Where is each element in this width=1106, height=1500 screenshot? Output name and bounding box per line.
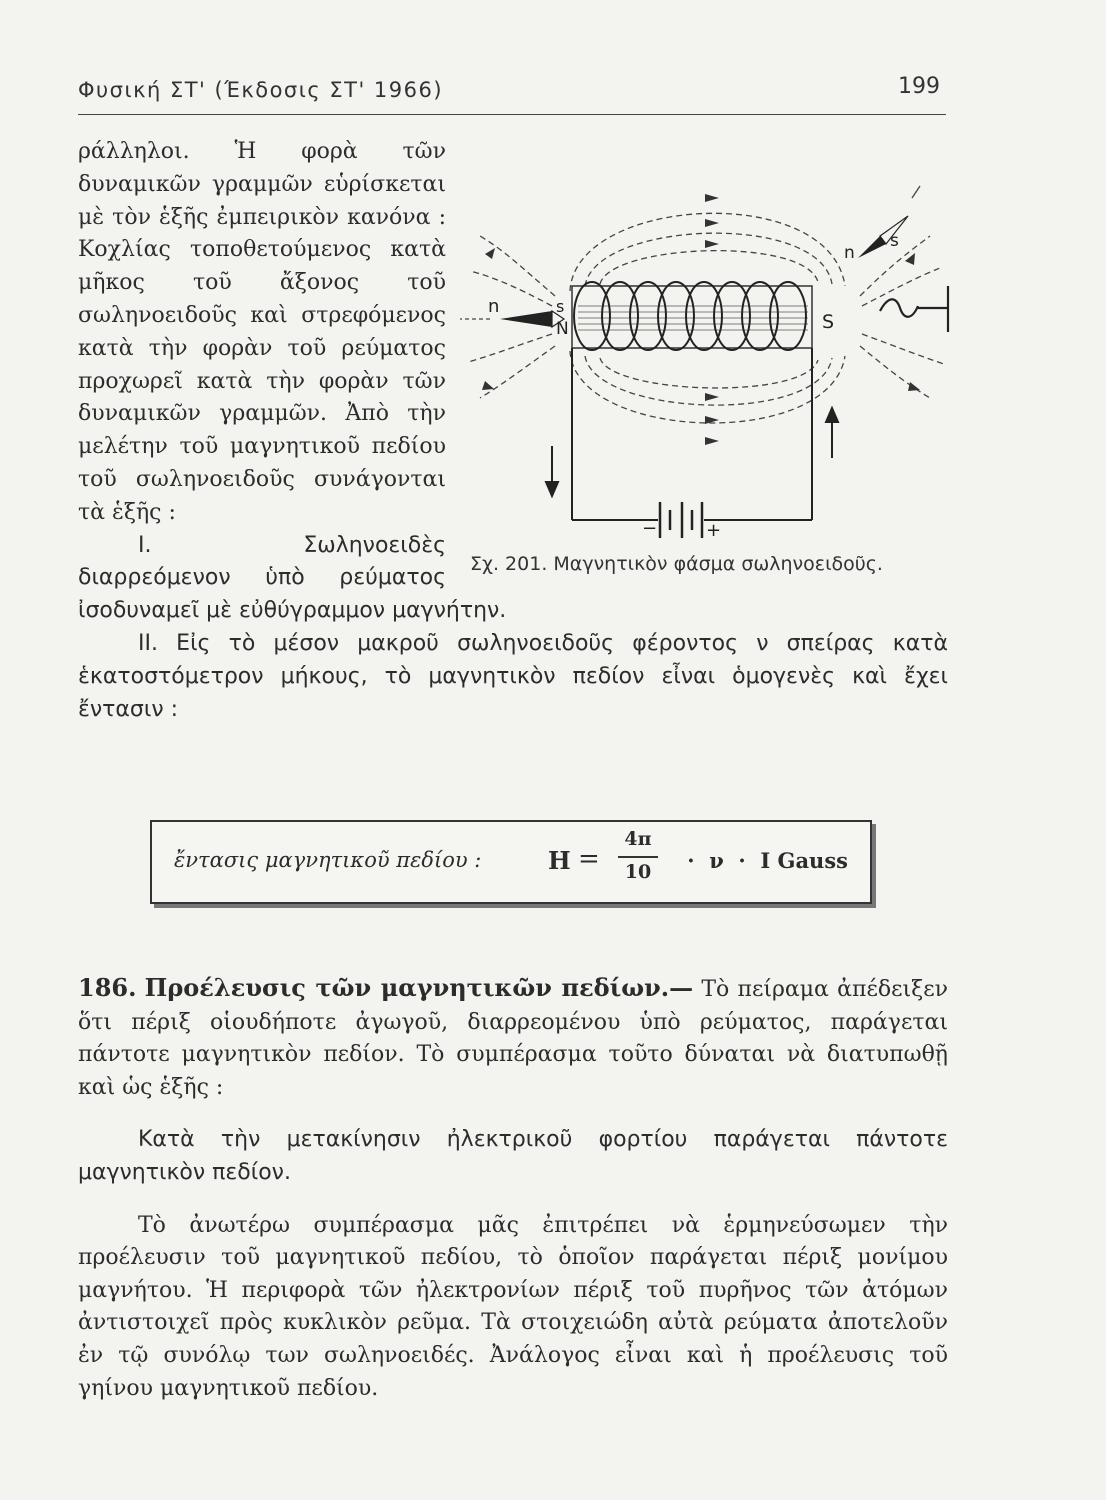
circuit-wires (572, 348, 812, 520)
section-186-paragraph-2: Τὸ ἀνωτέρω συμπέρασμα μᾶς ἐπιτρέπει νὰ ἑρμηνεύσωμεν τὴν προέλευσιν τοῦ μαγνητικοῦ πεδίου, τὸ ὁποῖον παράγεται πέριξ μονίμου μαγνήτου. Ἡ περιφορὰ τῶν ἠλεκτρονίων πέριξ τοῦ πυρῆνος τῶν ἀτόμων ἀντιστοιχεῖ πρὸς κυκλικὸν ρεῦμα. Τὰ στοιχειώδη αὐτὰ ρεύματα ἀποτελοῦν ἐν τῷ συνόλῳ των σωληνοειδές. Ἀνάλογος εἶναι καὶ ἡ προέλευσις τοῦ γηίνου μαγνητικοῦ πεδίου. (78, 1212, 948, 1401)
left-compass-n-label: n (488, 296, 500, 317)
south-pole-label: S (822, 311, 835, 333)
intro-paragraph: ράλληλοι. Ἡ φορὰ τῶν δυναμικῶν γραμμῶν εὑρίσκεται μὲ τὸν ἑξῆς ἐμπειρικὸν κανόνα : Κοχλίας τοποθετούμενος κατὰ μῆκος τοῦ ἄξονος τοῦ σωληνοειδοῦς καὶ στρεφόμενος κατὰ τὴν φορὰν τοῦ ρεύματος προχωρεῖ κατὰ τὴν φορὰν τῶν δυναμικῶν γραμμῶν. Ἀπὸ τὴν μελέτην τοῦ μαγνητικοῦ πεδίου τοῦ σωληνοειδοῦς συνάγονται τὰ ἑξῆς : (78, 139, 446, 525)
switch-symbol (880, 286, 948, 332)
figure-caption: Σχ. 201. Μαγνητικὸν φάσμα σωληνοειδοῦς. (470, 553, 883, 575)
running-title: Φυσική ΣΤ' (Έκδοσις ΣΤ' 1966) (78, 78, 444, 102)
page-number: 199 (898, 74, 940, 99)
rule-one: I. Σωληνοειδὲς διαρρεόμενον ὑπὸ ρεύματος ἰσοδυναμεῖ μὲ εὐθύγραμμον μαγνήτην. (78, 532, 507, 624)
formula-lhs: H (548, 846, 571, 875)
spacer (78, 1104, 948, 1124)
battery-symbol (660, 502, 702, 538)
figure-201 (460, 136, 952, 578)
section-186-paragraph-1 (78, 972, 948, 1104)
rule-two: II. Εἰς τὸ μέσον μακροῦ σωληνοειδοῦς φέροντος ν σπείρας κατὰ ἑκατοστόμετρον μήκους, τὸ μαγνητικὸν πεδίον εἶναι ὁμογενὲς καὶ ἔχει ἔντασιν : (78, 630, 948, 722)
solenoid-field-diagram (460, 136, 952, 546)
formula-label: ἔντασις μαγνητικοῦ πεδίου : (174, 848, 482, 872)
spacer (78, 1190, 948, 1210)
battery-plus-label: + (706, 520, 722, 541)
north-pole-label: N (556, 319, 569, 339)
section-186-text-1: Τὸ πείραμα ἀπέδειξεν ὅτι πέριξ οἱουδήποτε ἀγωγοῦ, διαρρεομένου ὑπὸ ρεύματος, παράγεται πάντοτε μαγνητικὸν πεδίον. Τὸ συμπέρασμα τοῦτο δύναται νὰ διατυπωθῇ καὶ ὡς ἑξῆς : (78, 977, 948, 1100)
formula-numerator: 4π (624, 828, 652, 850)
section-186-statement: Κατὰ τὴν μετακίνησιν ἠλεκτρικοῦ φορτίου παράγεται πάντοτε μαγνητικὸν πεδίον. (78, 1127, 948, 1185)
right-compass-needle (858, 186, 920, 258)
section-number: 186. (78, 973, 137, 1002)
battery-minus-label: − (642, 518, 658, 539)
solenoid-coil (572, 282, 812, 350)
right-compass-n-label: n (844, 243, 855, 263)
formula-fraction (618, 828, 658, 883)
running-header (78, 70, 946, 115)
left-compass-needle (460, 311, 564, 327)
current-arrows (546, 408, 838, 496)
right-compass-s-label: s (890, 231, 899, 251)
formula-denominator: 10 (624, 861, 652, 883)
main-text-block (78, 136, 948, 726)
formula-rest: · ν · I Gauss (680, 848, 848, 873)
section-186 (78, 972, 948, 1405)
formula-box (150, 820, 872, 904)
section-title: Προέλευσις τῶν μαγνητικῶν πεδίων.— (144, 973, 694, 1002)
formula-equals: = (578, 844, 600, 874)
fraction-bar (618, 856, 658, 858)
left-compass-s-label: s (556, 297, 565, 316)
